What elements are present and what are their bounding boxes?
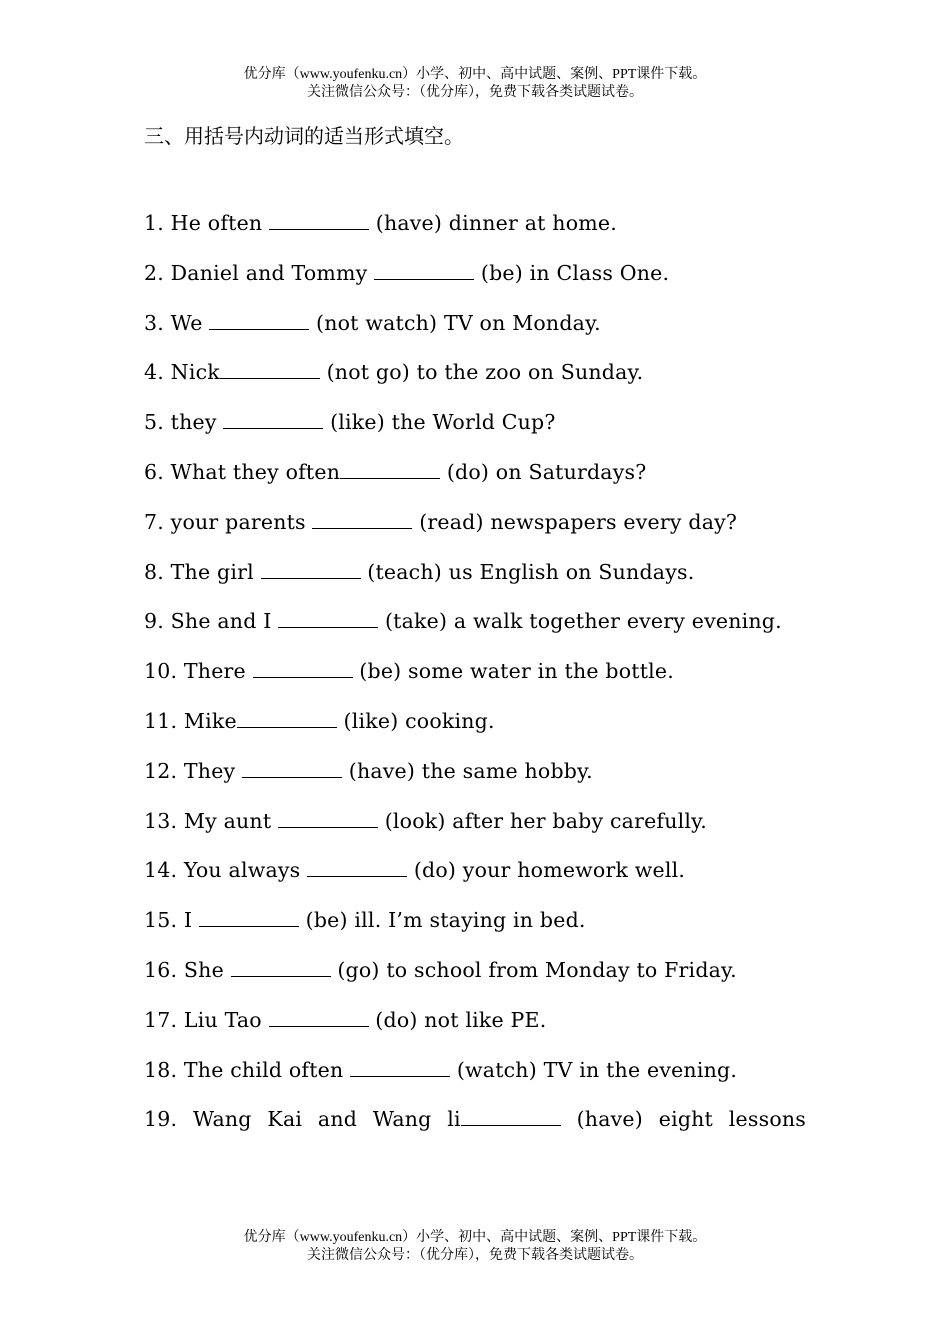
question-11: 11. Mike (like) cooking. — [144, 708, 495, 733]
question-1: 1. He often (have) dinner at home. — [144, 211, 617, 235]
question-12: 12. They (have) the same hobby. — [144, 758, 593, 783]
answer-blank[interactable] — [242, 776, 342, 778]
question-13: 13. My aunt (look) after her baby carefully. — [144, 808, 707, 833]
header-line-1: 优分库（www.youfenku.cn）小学、初中、高中试题、案例、PPT课件下载。 — [243, 67, 707, 82]
question-4: 4. Nick (not go) to the zoo on Sunday. — [144, 360, 644, 385]
answer-blank[interactable] — [269, 1025, 369, 1027]
question-19: 19. Wang Kai and Wang li (have) eight lessons — [144, 1107, 806, 1132]
answer-blank[interactable] — [461, 1124, 561, 1126]
answer-blank[interactable] — [253, 676, 353, 678]
question-5: 5. they (like) the World Cup? — [144, 410, 556, 435]
answer-blank[interactable] — [340, 477, 440, 479]
question-6: 6. What they often (do) on Saturdays? — [144, 459, 647, 484]
answer-blank[interactable] — [261, 577, 361, 579]
answer-blank[interactable] — [278, 626, 378, 628]
question-14: 14. You always (do) your homework well. — [144, 858, 686, 883]
answer-blank[interactable] — [269, 228, 369, 230]
answer-blank[interactable] — [223, 427, 323, 429]
answer-blank[interactable] — [237, 726, 337, 728]
question-10: 10. There (be) some water in the bottle. — [144, 659, 674, 684]
answer-blank[interactable] — [312, 527, 412, 529]
section-title: 三、用括号内动词的适当形式填空。 — [144, 124, 464, 148]
answer-blank[interactable] — [307, 875, 407, 877]
question-16: 16. She (go) to school from Monday to Friday. — [144, 957, 737, 982]
answer-blank[interactable] — [278, 826, 378, 828]
question-18: 18. The child often (watch) TV in the evening. — [144, 1057, 738, 1082]
footer-line-2: 关注微信公众号：（优分库），免费下载各类试题试卷。 — [307, 1248, 643, 1263]
question-2: 2. Daniel and Tommy (be) in Class One. — [144, 260, 670, 285]
answer-blank[interactable] — [374, 278, 474, 280]
question-list — [144, 199, 806, 1145]
question-15: 15. I (be) ill. I’m staying in bed. — [144, 908, 586, 933]
answer-blank[interactable] — [199, 925, 299, 927]
question-9: 9. She and I (take) a walk together every evening. — [144, 609, 782, 634]
question-17: 17. Liu Tao (do) not like PE. — [144, 1007, 547, 1032]
answer-blank[interactable] — [220, 377, 320, 379]
answer-blank[interactable] — [231, 975, 331, 977]
header-line-2: 关注微信公众号：（优分库），免费下载各类试题试卷。 — [307, 85, 643, 100]
question-3: 3. We (not watch) TV on Monday. — [144, 310, 601, 335]
question-7: 7. your parents (read) newspapers every day? — [144, 509, 738, 534]
footer-line-1: 优分库（www.youfenku.cn）小学、初中、高中试题、案例、PPT课件下载。 — [243, 1230, 707, 1245]
answer-blank[interactable] — [209, 328, 309, 330]
page-header — [0, 66, 950, 102]
page-footer — [0, 1229, 950, 1265]
answer-blank[interactable] — [350, 1075, 450, 1077]
question-8: 8. The girl (teach) us English on Sundays. — [144, 559, 695, 584]
